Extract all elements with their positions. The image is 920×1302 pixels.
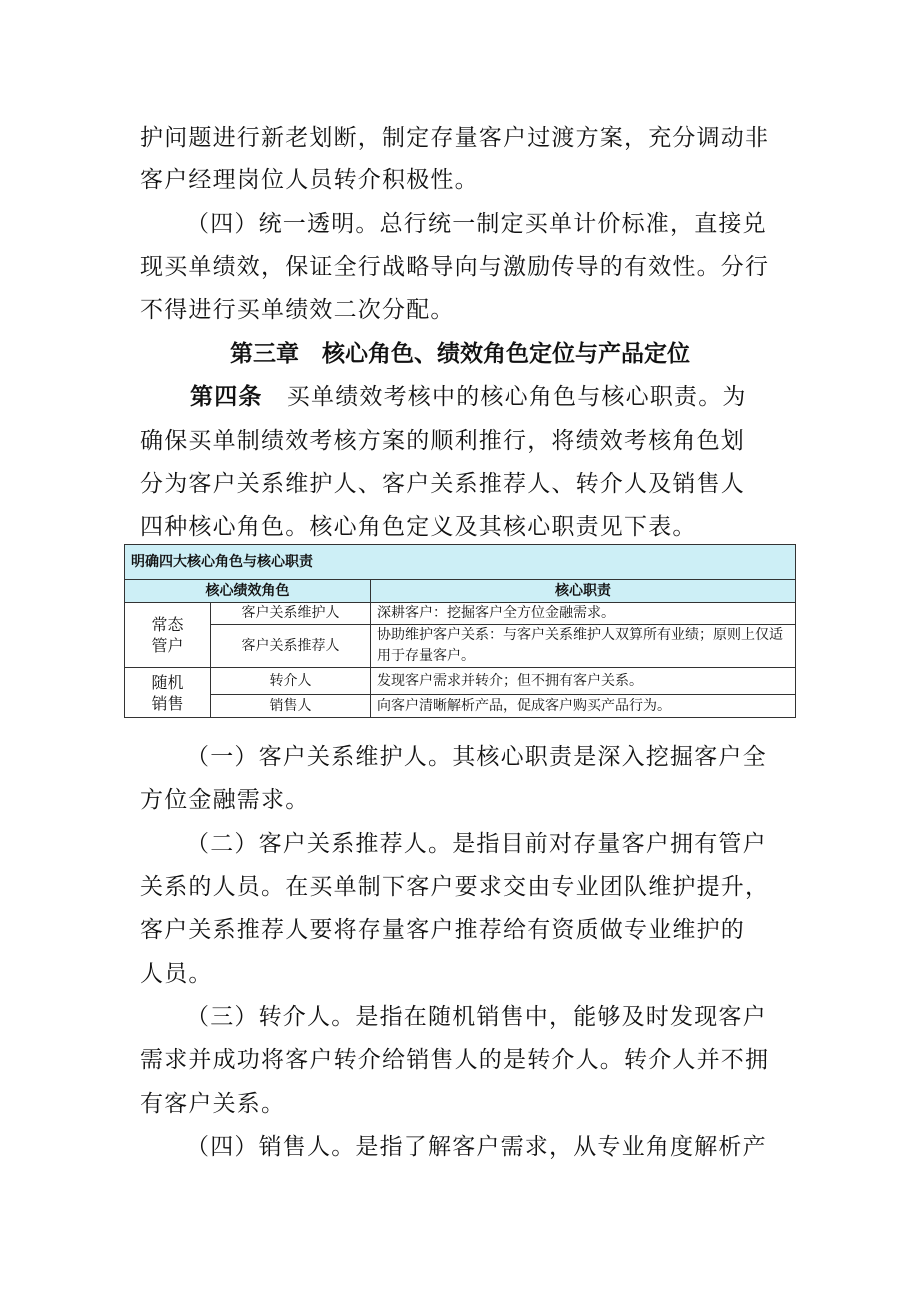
paragraph-line: （二）客户关系推荐人。是指目前对存量客户拥有管户: [186, 831, 767, 857]
role-cell: 转介人: [211, 668, 371, 695]
column-header: 核心职责: [371, 580, 796, 603]
duty-cell: 协助维护客户关系：与客户关系维护人双算所有业绩；原则上仅适用于存量客户。: [371, 625, 796, 668]
article-line: 分为客户关系维护人、客户关系推荐人、转介人及销售人: [140, 471, 745, 497]
roles-table: [124, 544, 796, 718]
duty-cell: 发现客户需求并转介；但不拥有客户关系。: [371, 668, 796, 695]
paragraph-line: 护问题进行新老划断，制定存量客户过渡方案，充分调动非: [140, 125, 770, 151]
paragraph-line: 现买单绩效，保证全行战略导向与激励传导的有效性。分行: [140, 254, 770, 280]
table-header-row: [125, 580, 796, 603]
article-first-line: [190, 381, 747, 413]
chapter-title: 第三章 核心角色、绩效角色定位与产品定位: [230, 341, 690, 367]
duty-cell: 向客户清晰解析产品，促成客户购买产品行为。: [371, 695, 796, 718]
column-header: 核心绩效角色: [125, 580, 371, 603]
role-cell: 客户关系推荐人: [211, 625, 371, 668]
paragraph-line: （四）统一透明。总行统一制定买单计价标准，直接兑: [186, 211, 767, 237]
paragraph-line: 关系的人员。在买单制下客户要求交由专业团队维护提升，: [140, 874, 770, 900]
table-caption: 明确四大核心角色与核心职责: [125, 545, 796, 580]
paragraph-line: 人员。: [140, 961, 213, 987]
paragraph-line: （一）客户关系维护人。其核心职责是深入挖掘客户全: [186, 744, 767, 770]
article-heading: 第四条: [190, 384, 263, 410]
table-row: [125, 625, 796, 668]
role-cell: 销售人: [211, 695, 371, 718]
paragraph-line: 方位金融需求。: [140, 787, 310, 813]
group-cell: 常态 管户: [125, 603, 211, 668]
article-text: 买单绩效考核中的核心角色与核心职责。为: [262, 384, 747, 410]
table-row: [125, 603, 796, 625]
group-cell: 随机 销售: [125, 668, 211, 718]
table-caption-row: [125, 545, 796, 580]
duty-cell: 深耕客户：挖掘客户全方位金融需求。: [371, 603, 796, 625]
role-cell: 客户关系维护人: [211, 603, 371, 625]
paragraph-line: 有客户关系。: [140, 1091, 286, 1117]
table-row: [125, 668, 796, 695]
article-line: 确保买单制绩效考核方案的顺利推行，将绩效考核角色划: [140, 428, 745, 454]
paragraph-line: （三）转介人。是指在随机销售中，能够及时发现客户: [186, 1004, 767, 1030]
table-row: [125, 695, 796, 718]
paragraph-line: 需求并成功将客户转介给销售人的是转介人。转介人并不拥: [140, 1047, 770, 1073]
paragraph-line: 客户经理岗位人员转介积极性。: [140, 167, 479, 193]
paragraph-line: 客户关系推荐人要将存量客户推荐给有资质做专业维护的: [140, 917, 745, 943]
paragraph-line: （四）销售人。是指了解客户需求，从专业角度解析产: [186, 1134, 767, 1160]
paragraph-line: 不得进行买单绩效二次分配。: [140, 297, 455, 323]
article-line: 四种核心角色。核心角色定义及其核心职责见下表。: [140, 514, 697, 540]
